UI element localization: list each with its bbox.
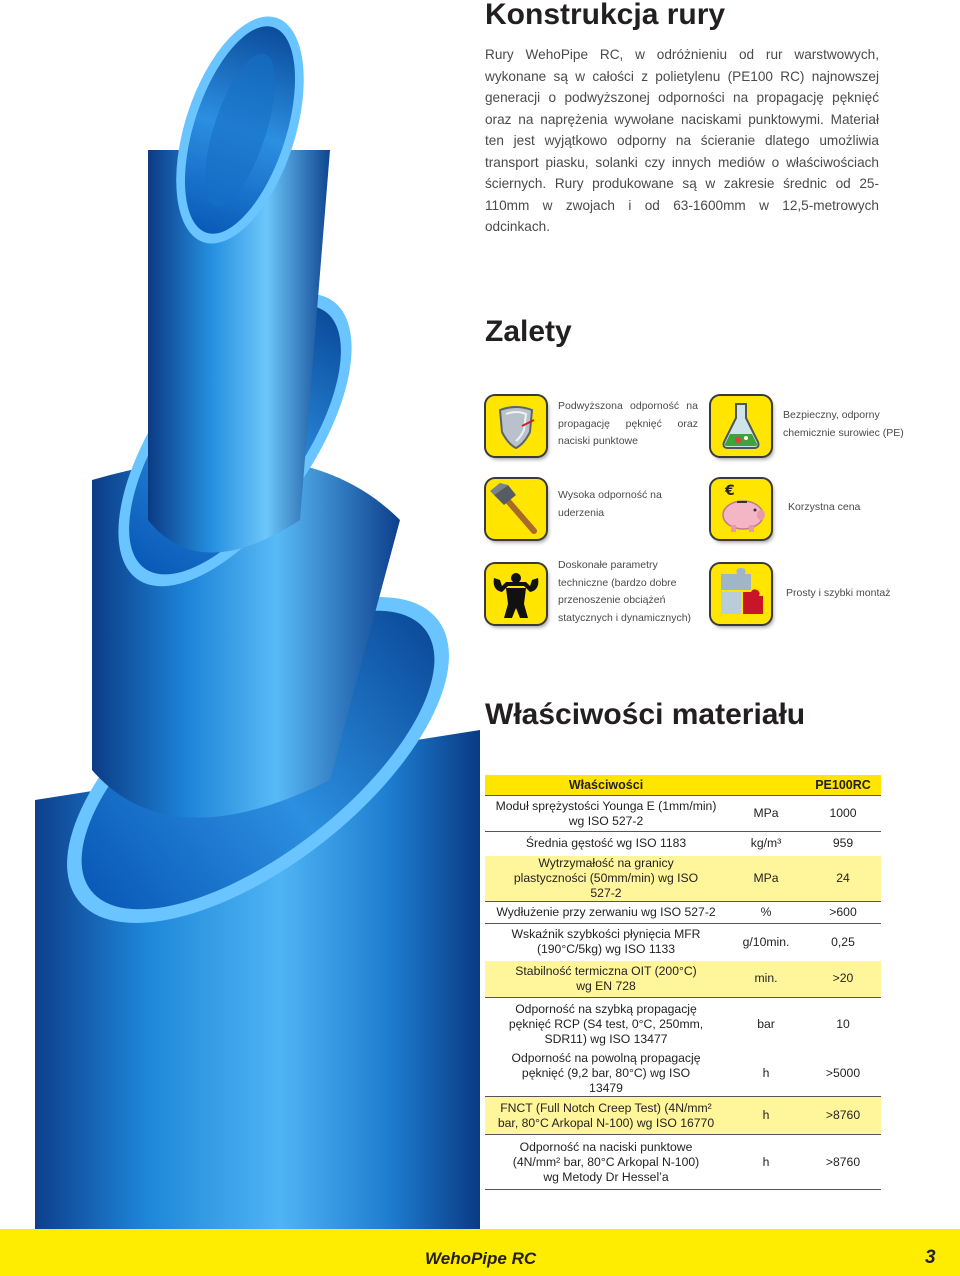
table-row [485, 1051, 881, 1097]
advantage-icon-shield [486, 396, 546, 456]
table-row [485, 1097, 881, 1135]
table-row [485, 796, 881, 832]
row-value: >8760 [805, 1097, 881, 1135]
row-name: Wydłużenie przy zerwaniu wg ISO 527-2 [485, 901, 727, 923]
table-row [485, 1135, 881, 1190]
row-name: Średnia gęstość wg ISO 1183 [525, 836, 687, 851]
shield-icon [486, 396, 546, 456]
row-value: >20 [805, 961, 881, 997]
flask-icon [711, 396, 771, 456]
row-value: 10 [836, 1016, 850, 1031]
table-row [485, 856, 881, 902]
hammer-icon [486, 479, 546, 539]
row-name: Odporność na powolną propagację pęknięć (9,2 bar, 80°C) wg ISO 13479 [485, 1051, 727, 1097]
row-name: Moduł sprężystości Younga E (1mm/min) wg ISO 527-2 [485, 796, 727, 832]
row-unit: g/10min. [742, 934, 790, 949]
table-row [485, 997, 881, 1051]
row-unit: min. [727, 961, 805, 997]
row-unit: h [727, 1097, 805, 1135]
table-row [485, 901, 881, 923]
advantage-icon-hammer [486, 479, 546, 539]
advantages-title: Zalety [485, 315, 572, 348]
advantage-icon-puzzle [711, 564, 771, 624]
table-row [485, 923, 881, 961]
row-value: 0,25 [831, 934, 855, 949]
table-row [485, 832, 881, 856]
row-name: Odporność na naciski punktowe (4N/mm² bar, 80°C Arkopal N-100) wg Metody Dr Hessel’a [485, 1135, 727, 1190]
header-value: PE100RC [805, 775, 881, 796]
page-footer [0, 1229, 960, 1276]
row-name: FNCT (Full Notch Creep Test) (4N/mm² bar, 80°C Arkopal N-100) wg ISO 16770 [485, 1097, 727, 1135]
header-property: Właściwości [485, 775, 727, 796]
advantage-text-3: Wysoka odporność na uderzenia [558, 489, 662, 519]
row-unit: h [727, 1051, 805, 1097]
row-value: >8760 [805, 1135, 881, 1190]
row-unit: % [727, 901, 805, 923]
construction-text: Rury WehoPipe RC, w odróżnieniu od rur warstwowych, wykonane są w całości z polietylenu (PE100 RC) najnowszej generacji o podwyższonej odporności na propagację pęknięć oraz na naprężenia wywołane naciskami punktowymi. Materiał ten jest wyjątkowo odporny na ścieranie dlatego umożliwia transport piasku, solanki czy innych mediów o właściwościach ściernych. Rury produkowane są w zakresie średnic od 25-110mm w zwojach i od 63-1600mm w 12,5-metrowych odcinkach. [485, 47, 879, 234]
row-name: Wskaźnik szybkości płynięcia MFR (190°C/5kg) wg ISO 1133 [511, 927, 701, 957]
row-unit: MPa [727, 796, 805, 832]
row-value: >600 [805, 901, 881, 923]
row-value: 1000 [805, 796, 881, 832]
advantage-text-5: Doskonałe parametry techniczne (bardzo dobre przenoszenie obciążeń statycznych i dynamicznych) [558, 559, 692, 624]
page-number: 3 [925, 1247, 936, 1268]
header-unit [727, 775, 805, 796]
advantage-icon-strongman [486, 564, 546, 624]
properties-table [485, 775, 881, 1190]
row-value: >5000 [805, 1051, 881, 1097]
row-name: Wytrzymałość na granicy plastyczności (50mm/min) wg ISO 527-2 [485, 856, 727, 902]
advantage-icon-piggy-bank [711, 479, 771, 539]
footer-title: WehoPipe RC [425, 1249, 537, 1268]
row-unit: MPa [727, 856, 805, 902]
properties-table-header [485, 775, 881, 796]
row-value: 24 [805, 856, 881, 902]
row-value: 959 [832, 836, 854, 851]
advantage-icon-flask [711, 396, 771, 456]
construction-title: Konstrukcja rury [485, 0, 726, 31]
table-row [485, 961, 881, 997]
properties-title: Właściwości materiału [485, 698, 806, 731]
advantage-text-1: Podwyższona odporność na propagację pęknięć oraz naciski punktowe [558, 400, 698, 447]
row-unit: bar [757, 1016, 775, 1031]
advantage-text-4: Korzystna cena [788, 501, 861, 513]
row-name: Stabilność termiczna OIT (200°C) wg EN 728 [485, 961, 727, 997]
row-name: Odporność na szybką propagację pęknięć RCP (S4 test, 0°C, 250mm, SDR11) wg ISO 13477 [508, 1001, 704, 1046]
puzzle-icon [711, 564, 771, 624]
advantage-text-6: Prosty i szybki montaż [786, 587, 891, 599]
strongman-icon [486, 564, 546, 624]
euro-sign: € [725, 483, 735, 499]
row-unit: kg/m³ [750, 836, 782, 851]
advantage-text-2: Bezpieczny, odporny chemicznie surowiec (PE) [783, 409, 904, 439]
row-unit: h [727, 1135, 805, 1190]
piggy-bank-icon [711, 479, 771, 539]
